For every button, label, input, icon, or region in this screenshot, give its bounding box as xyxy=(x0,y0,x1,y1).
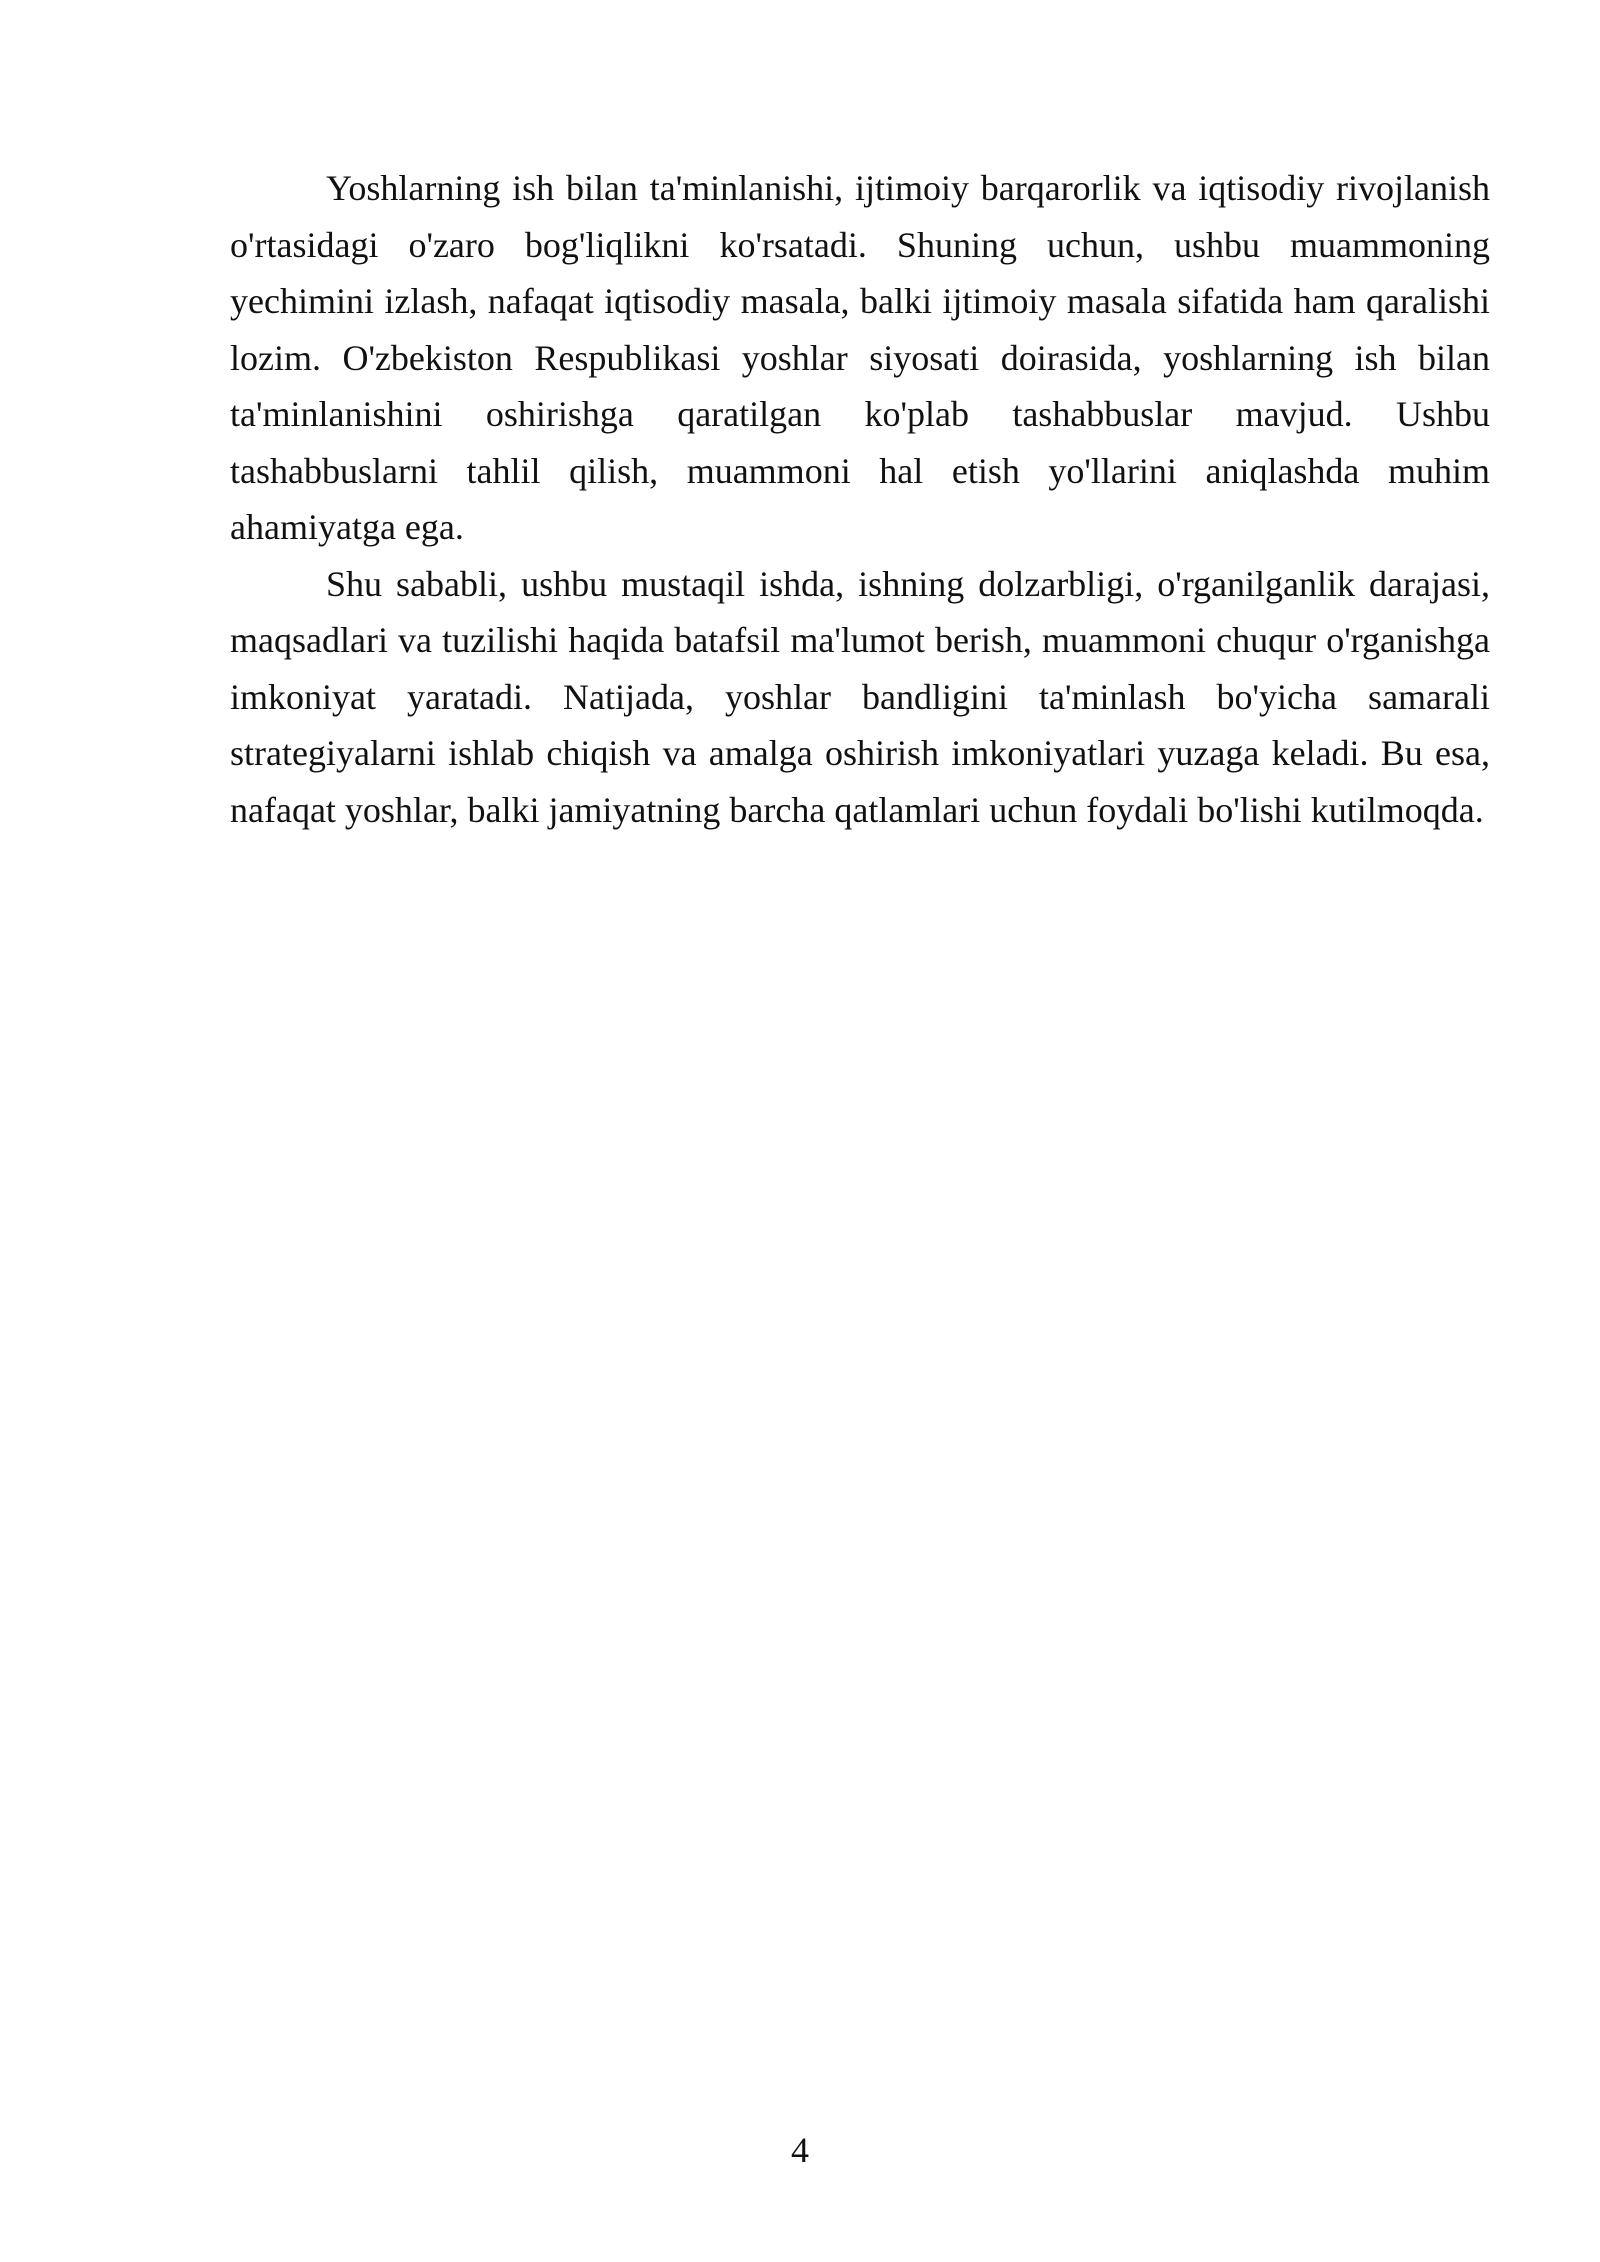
body-text xyxy=(230,160,1490,838)
paragraph-2: Shu sababli, ushbu mustaqil ishda, ishning dolzarbligi, o'rganilganlik darajasi, maqsadlari va tuzilishi haqida batafsil ma'lumot berish, muammoni chuqur o'rganishga imkoniyat yaratadi. Natijada, yoshlar bandligini ta'minlash bo'yicha samarali strategiyalarni ishlab chiqish va amalga oshirish imkoniyatlari yuzaga keladi. Bu esa, nafaqat yoshlar, balki jamiyatning barcha qatlamlari uchun foydali bo'lishi kutilmoqda. xyxy=(230,563,1490,830)
paragraph-1: Yoshlarning ish bilan ta'minlanishi, ijtimoiy barqarorlik va iqtisodiy rivojlanish o'rtasidagi o'zaro bog'liqlikni ko'rsatadi. Shuning uchun, ushbu muammoning yechimini izlash, nafaqat iqtisodiy masala, balki ijtimoiy masala sifatida ham qaralishi lozim. O'zbekiston Respublikasi yoshlar siyosati doirasida, yoshlarning ish bilan ta'minlanishini oshirishga qaratilgan ko'plab tashabbuslar mavjud. Ushbu tashabbuslarni tahlil qilish, muammoni hal etish yo'llarini aniqlashda muhim ahamiyatga ega. xyxy=(230,168,1490,547)
page-number: 4 xyxy=(791,2130,809,2170)
